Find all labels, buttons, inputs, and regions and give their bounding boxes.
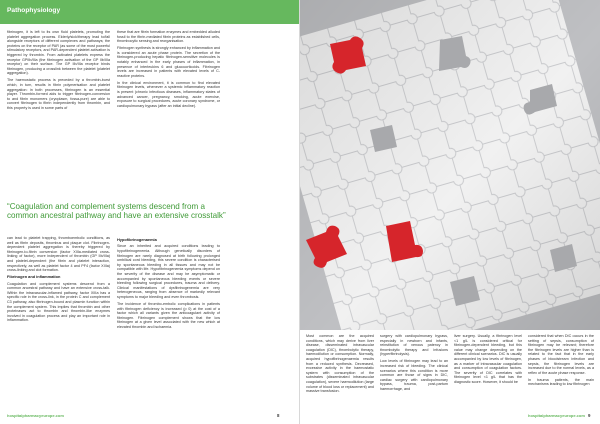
- jigsaw-puzzle-image: [300, 0, 600, 330]
- subheading-hypofibrinogenaemia: Hypofibrinogenaemia: [117, 237, 157, 242]
- puzzle-illustration: [300, 0, 600, 330]
- article-column-2: [117, 30, 220, 196]
- pull-quote: “Coagulation and complement systems descend from a common ancestral pathway and have an extensive crosstalk”: [7, 202, 226, 221]
- paragraph: surgery with cardiopulmonary bypass, especially in newborn and infants, reinstitution of venous patency in thrombolytic therapy and infusions (hyperfibrinolysis).: [380, 334, 448, 357]
- paragraph: these that are fibrin formation enzymes and embedded alluded fossil to the fibrin-mediated fibrin proteins as established cells, thrombocytic sensing and reorganisation.: [117, 30, 220, 44]
- paragraph: In the clinical environment, it is common to find elevated fibrinogen levels, whenever a systemic inflammatory reaction is present (chronic infectious diseases, inflammatory states of advanced cancer, pregnancy, smoking, acute exercise, exposure to surgical procedures, acute coronary syndrome, or cardiopulmonary bypass (after an initial decline).: [117, 80, 220, 108]
- paragraph: Most common are the acquired conditions, which may derive from liver disease, disseminated intravascular coagulation (DIC), thrombolytic therapy, haemodilution or consumption. Normally, acquired hypofibrinogenaemia results from a reduced synthesis. Decreased, excessive activity in the haemostatic system with consumption of the substrates (disseminated intravascular coagulation), severe haemodilution (large volume of blood loss or replacement) and massive transfusion.: [306, 334, 374, 394]
- paragraph: The incidence of thrombo-embolic complications in patients with fibrinogen deficiency is increased (p 0) at the cost of a factor which all variants given the anticoagulant activity of fibrinogen. Fibrinogen complement shows that the low fibrinogen at a given level associated with the new which at elevated thrombin and ischaemia.: [117, 301, 220, 329]
- header-band-left: [0, 0, 300, 24]
- paragraph: Since an inherited and acquired conditions leading to hypofibrinogenemia. Although genetically disorders of fibrinogen are rarely diagnosed at birth following prolonged umbilical cord bleeding, this severe condition is characterised by spontaneous bleeding in all tissues and may not be compatible with life. Hypofibrinogenemia symptoms depend on the severity of the disease and may be asymptomatic or accompanied by spontaneous bleeding events or severe bleeding following surgical procedures, trauma and delivery. Clinical manifestations of dysfibrinogenemia are very heterogeneous, ranging from absence of markedly relevant symptoms to major bleeding and even thrombosis.: [117, 244, 220, 299]
- article-column-3: [306, 334, 374, 410]
- article-column-4: [380, 334, 448, 410]
- footer-url-right[interactable]: hospitalpharmacyeurope.com: [528, 413, 585, 418]
- article-column-5: [454, 334, 522, 410]
- paragraph: Coagulation and complement systems descend from a common ancestral pathway and have an extensive cross-talk. Within the intravascular-inflamed pathway, factor XIIIa has a specific role in the cross-link, in the protein C and complement C3 pathway, also fibrinogen-bound and plasmin function within the complement system. This implies that thrombin and other proteinases act to thrombin and thrombin-like enzymes involved in coagulation process and play an important role in inflammation.: [7, 281, 110, 323]
- paragraph: can lead to platelet trapping, thromboembolic conditions, as well as fibrin deposits, thrombus and plaque clot. Fibrinogen-dependent platelet aggregation is thereby triggered by fibrinogen-to-fibrin conversion (factor XIIIa-mediated cross-linking of factor), more independent of thrombin (GP IIb/IIIa) and platelet-dependent (the fibrin and platelet interaction, respectively, as well as platelet factor 4 and PF4 (factor XIIIa) cross-linking and clot formation.: [7, 236, 110, 273]
- paragraph: fibrinogen, it is left to its own fluid platelets, promoting the platelet aggregation process. Elderly/sick/therapy lead to/fall alongside receptors of different complexes and pathways; the proteins on the receptor of PAR (as some of the most powerful stimulatory receptors, and PAR-dependent platelet activation is triggered by thrombin. From activated platelets express the receptor GPIIb/IIIa (the fibrinogen activation of the GP IIb/IIIa receptor) on their surface. The GP IIb/IIIa receptor binds fibrinogen, producing a crosslink between the platelet (platelet aggregation).: [7, 30, 110, 76]
- paragraph: liver surgery. Usually, a fibrinogen level <1 g/L is considered critical for fibrinogen-dependent bleeding, but this value may change depending on the different clinical scenarios. DIC is usually accompanied by low levels of fibrinogen, as a marker of intravascular coagulation and consumption of coagulation factors. The severity of DIC correlates with fibrinogen level <1 g/L that has the diagnostic score. However, it should be: [454, 334, 522, 384]
- paragraph: Low levels of fibrinogen may lead to an increased risk of bleeding. The clinical scenarios where this condition is more common are those of signs in DIC, cardiac surgery with cardiopulmonary bypass, trauma, post-partum haemorrhage, and: [380, 359, 448, 391]
- page-number-right: 9: [588, 413, 591, 418]
- paragraph: Fibrinogen synthesis is strongly enhanced by inflammation and is considered an acute phase protein. The secretion of the fibrinogen-producing hepatic fibrinogen-sensitive molecules is notably enhanced in the early phases of inflammation, in presence of interleukins 6 and glucocorticoids. Fibrinogen levels are increased in patients with elevated levels of C-reactive proteins.: [117, 46, 220, 78]
- article-column-1: [7, 30, 110, 196]
- article-column-1-lower: [7, 236, 110, 408]
- footer-url-left[interactable]: hospitalpharmacyeurope.com: [7, 413, 64, 418]
- section-label-left: Pathophysiology: [7, 7, 61, 14]
- subheading-inflammation: Fibrinogen and inflammation: [7, 274, 61, 280]
- paragraph: The haemostatic process is preceded by a thrombin-burst which, in turn, results in fibrin polymerisation and platelet aggregation: in both processes, fibrinogen is an essential player. Thrombin-formed aids to trigger fibrinogen-conversion to and fibrin monomers (cryoplasm, fossa-pure) are able to convert fibrinogen to fibrin independently from thrombin, and this property is used in some parts of: [7, 78, 110, 110]
- page-number-left: 8: [277, 413, 280, 418]
- paragraph: considered that when DIC occurs in the setting of sepsis, consumption of fibrinogen may be relevant; therefore the fibrinogen levels are higher than is related to the fact that in the early phases of bloodstream infection and sepsis, the fibrinogen levels are increased due to the normal levels, as a reflex of the acute phase response.: [528, 334, 594, 375]
- article-column-6: [528, 334, 594, 410]
- article-column-2-lower: [117, 236, 220, 408]
- paragraph: In trauma patients, the main mechanisms leading to low fibrinogen: [528, 377, 594, 387]
